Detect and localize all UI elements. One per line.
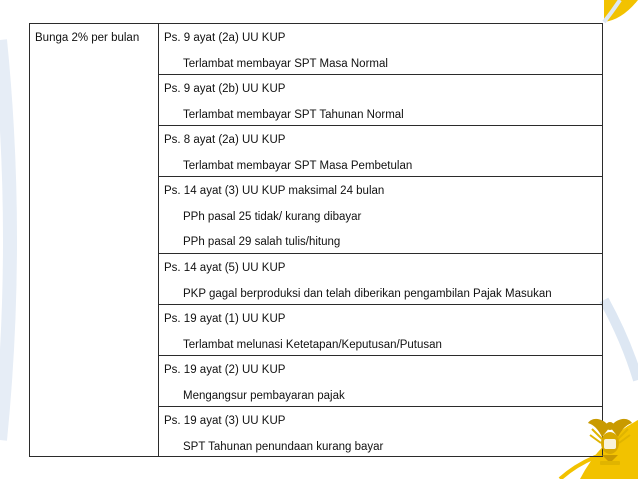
row-title: Ps. 19 ayat (2) UU KUP: [164, 364, 286, 376]
row-description: Mengangsur pembayaran pajak: [183, 390, 345, 402]
left-category-label: Bunga 2% per bulan: [35, 32, 140, 44]
bunga-table: [29, 23, 603, 457]
row-description: Terlambat melunasi Ketetapan/Keputusan/Putusan: [183, 339, 442, 351]
table-row: [159, 24, 602, 75]
row-description: SPT Tahunan penundaan kurang bayar: [183, 441, 384, 453]
table-row: [159, 305, 602, 356]
row-title: Ps. 9 ayat (2a) UU KUP: [164, 32, 286, 44]
garuda-emblem-icon: [588, 413, 632, 469]
row-title: Ps. 8 ayat (2a) UU KUP: [164, 134, 286, 146]
row-description: Terlambat membayar SPT Masa Normal: [183, 58, 388, 70]
row-description: PPh pasal 25 tidak/ kurang dibayar: [183, 211, 362, 223]
table-row: [159, 356, 602, 407]
table-row: [159, 177, 602, 254]
table-row: [159, 75, 602, 126]
row-title: Ps. 14 ayat (5) UU KUP: [164, 262, 286, 274]
table-row: [159, 126, 602, 177]
row-description: PPh pasal 29 salah tulis/hitung: [183, 236, 341, 248]
row-description: PKP gagal berproduksi dan telah diberikan pengambilan Pajak Masukan: [183, 288, 552, 300]
row-description: Terlambat membayar SPT Masa Pembetulan: [183, 160, 413, 172]
row-description: Terlambat membayar SPT Tahunan Normal: [183, 109, 404, 121]
table-row: [159, 254, 602, 305]
row-title: Ps. 19 ayat (1) UU KUP: [164, 313, 286, 325]
row-title: Ps. 19 ayat (3) UU KUP: [164, 415, 286, 427]
row-title: Ps. 9 ayat (2b) UU KUP: [164, 83, 286, 95]
row-title: Ps. 14 ayat (3) UU KUP maksimal 24 bulan: [164, 185, 385, 197]
table-row: [159, 407, 602, 458]
